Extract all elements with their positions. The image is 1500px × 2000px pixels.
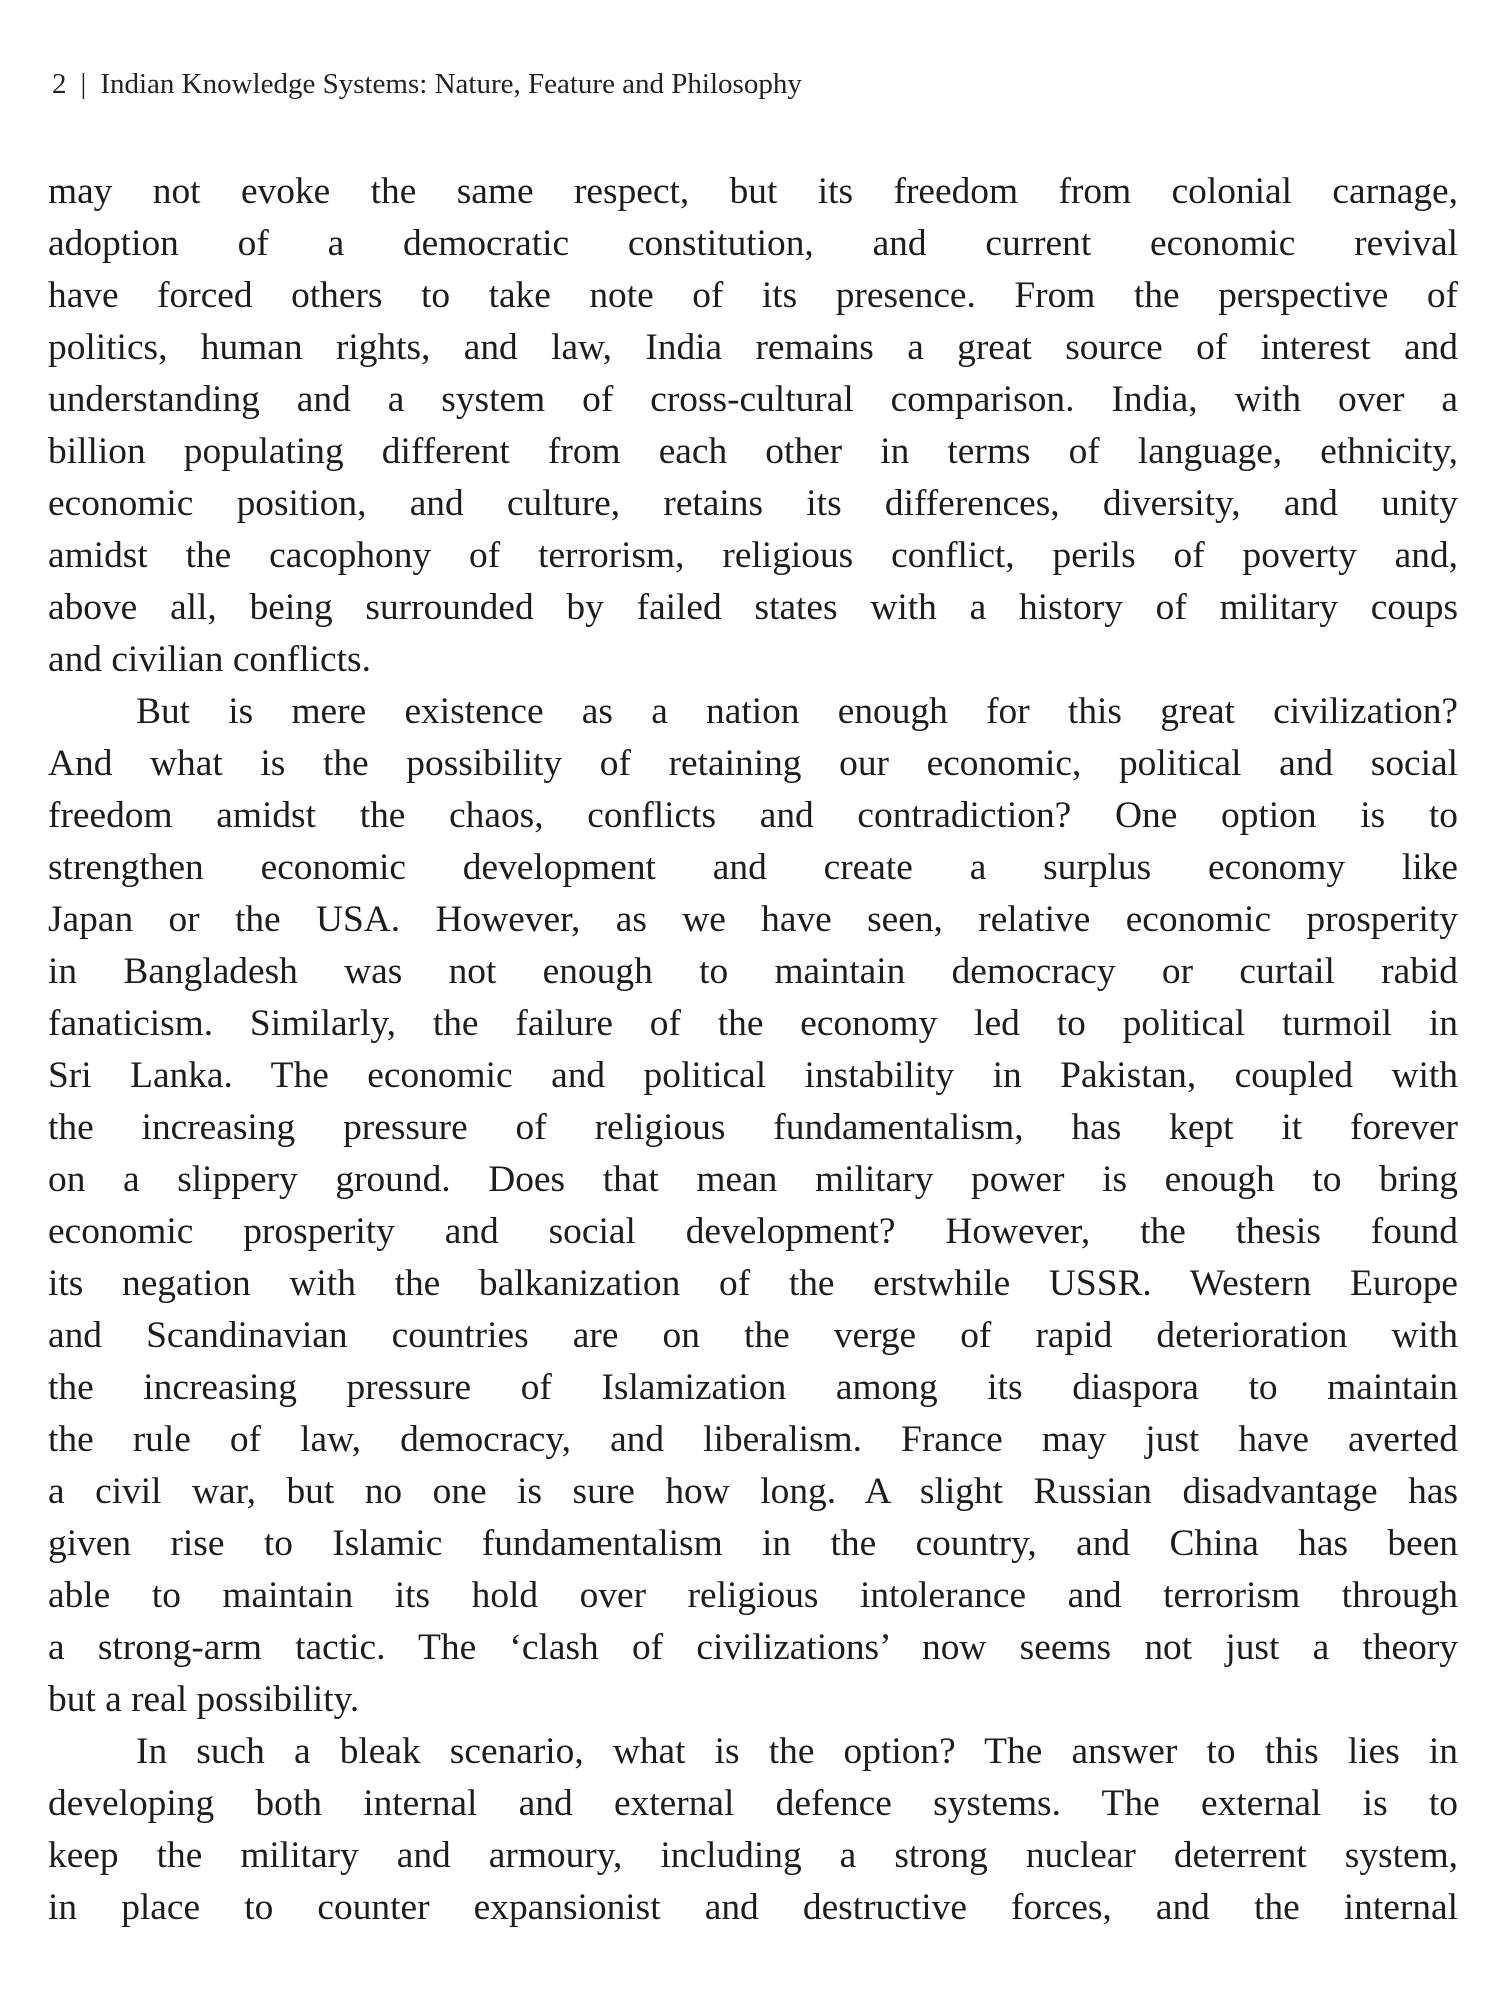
text-line: but a real possibility. <box>48 1679 360 1720</box>
text-line: the increasing pressure of Islamization among its diaspora to maintain <box>48 1367 1458 1408</box>
text-line: amidst the cacophony of terrorism, religious conflict, perils of poverty and, <box>48 535 1458 576</box>
book-title: Indian Knowledge Systems: Nature, Feature and Philosophy <box>100 68 802 100</box>
text-line: a strong-arm tactic. The ‘clash of civilizations’ now seems not just a theory <box>48 1627 1458 1668</box>
text-line: understanding and a system of cross-cultural comparison. India, with over a <box>48 379 1458 420</box>
text-line: above all, being surrounded by failed states with a history of military coups <box>48 587 1458 628</box>
body-text <box>48 166 1458 1934</box>
text-line: keep the military and armoury, including a strong nuclear deterrent system, <box>48 1835 1458 1876</box>
text-line: economic position, and culture, retains its differences, diversity, and unity <box>48 483 1458 524</box>
text-line: In such a bleak scenario, what is the option? The answer to this lies in <box>136 1731 1458 1772</box>
text-line: given rise to Islamic fundamentalism in the country, and China has been <box>48 1523 1458 1564</box>
text-line: its negation with the balkanization of the erstwhile USSR. Western Europe <box>48 1263 1458 1304</box>
text-line: politics, human rights, and law, India remains a great source of interest and <box>48 327 1458 368</box>
running-header <box>52 66 1452 102</box>
page-number: 2 <box>52 68 67 100</box>
paragraph <box>48 166 1458 686</box>
text-line: freedom amidst the chaos, conflicts and contradiction? One option is to <box>48 795 1458 836</box>
text-line: But is mere existence as a nation enough for this great civilization? <box>136 691 1458 732</box>
text-line: on a slippery ground. Does that mean military power is enough to bring <box>48 1159 1458 1200</box>
text-line: and civilian conflicts. <box>48 639 371 680</box>
text-line: adoption of a democratic constitution, and current economic revival <box>48 223 1458 264</box>
text-line: in place to counter expansionist and destructive forces, and the internal <box>48 1887 1458 1928</box>
text-line: fanaticism. Similarly, the failure of the economy led to political turmoil in <box>48 1003 1458 1044</box>
text-line: a civil war, but no one is sure how long. A slight Russian disadvantage has <box>48 1471 1458 1512</box>
text-line: in Bangladesh was not enough to maintain democracy or curtail rabid <box>48 951 1458 992</box>
text-line: have forced others to take note of its presence. From the perspective of <box>48 275 1458 316</box>
text-line: and Scandinavian countries are on the verge of rapid deterioration with <box>48 1315 1458 1356</box>
text-line: economic prosperity and social development? However, the thesis found <box>48 1211 1458 1252</box>
text-line: able to maintain its hold over religious intolerance and terrorism through <box>48 1575 1458 1616</box>
text-line: strengthen economic development and create a surplus economy like <box>48 847 1458 888</box>
text-line: Sri Lanka. The economic and political instability in Pakistan, coupled with <box>48 1055 1458 1096</box>
text-line: may not evoke the same respect, but its freedom from colonial carnage, <box>48 171 1458 212</box>
paragraph <box>48 686 1458 1726</box>
text-line: billion populating different from each other in terms of language, ethnicity, <box>48 431 1458 472</box>
text-line: And what is the possibility of retaining our economic, political and social <box>48 743 1458 784</box>
header-separator: | <box>80 68 87 100</box>
text-line: the increasing pressure of religious fundamentalism, has kept it forever <box>48 1107 1458 1148</box>
text-line: the rule of law, democracy, and liberalism. France may just have averted <box>48 1419 1458 1460</box>
text-line: Japan or the USA. However, as we have seen, relative economic prosperity <box>48 899 1458 940</box>
paragraph <box>48 1726 1458 1934</box>
text-line: developing both internal and external defence systems. The external is to <box>48 1783 1458 1824</box>
